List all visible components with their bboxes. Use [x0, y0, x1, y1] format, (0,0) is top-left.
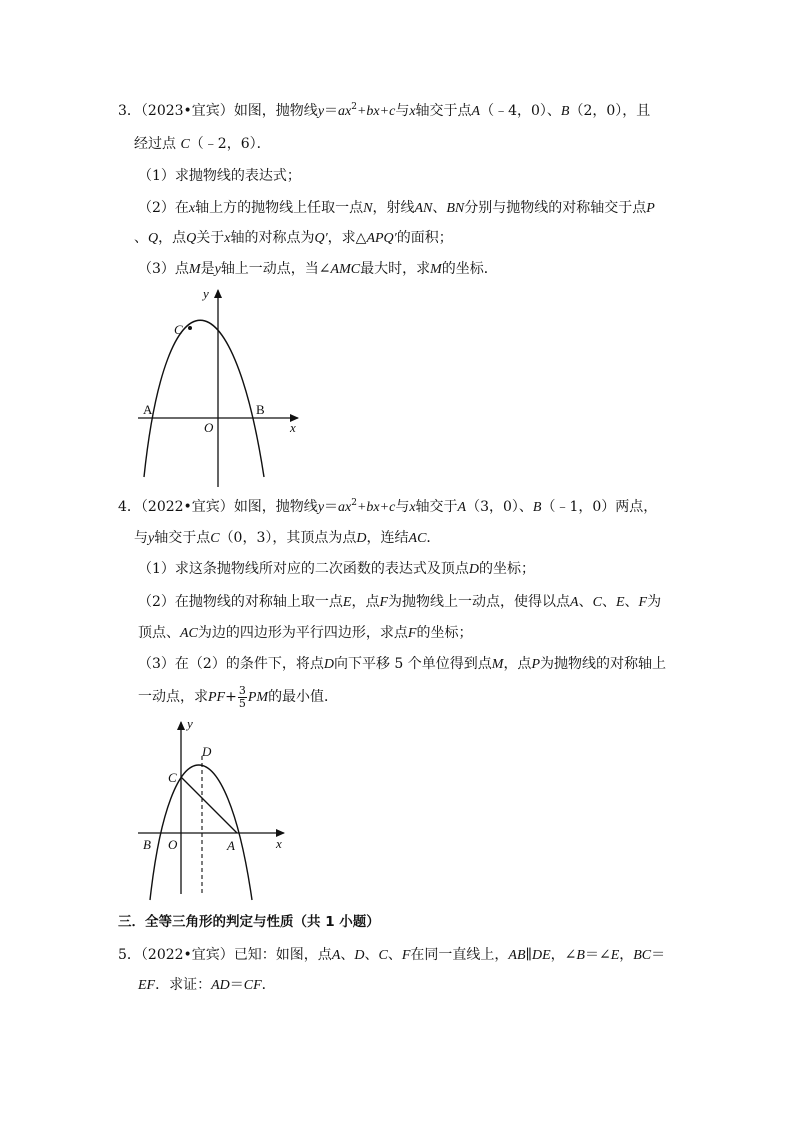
math-var: y	[148, 531, 155, 546]
segment-ac	[181, 777, 237, 833]
text: ＝	[324, 103, 339, 119]
fraction-denominator: 5	[238, 696, 246, 710]
text: 在同一直线上，	[410, 947, 509, 963]
text: 轴上一动点，当∠	[220, 261, 331, 277]
math-var: D	[354, 948, 365, 963]
text: 关于	[196, 230, 225, 246]
text: （2，0），且	[569, 103, 651, 119]
text: ．	[261, 977, 276, 993]
q3-part2-cont	[134, 228, 453, 249]
text: 的面积；	[396, 230, 453, 246]
math-var: EF	[138, 978, 156, 993]
text: （﹣1，0）两点，	[541, 499, 658, 515]
figure-parabola-2	[130, 714, 300, 904]
math-var: N	[363, 201, 373, 216]
math-var: C	[378, 948, 388, 963]
math-var: ax	[338, 500, 352, 515]
q3-source: （2023•宜宾）	[140, 103, 234, 119]
text: 经过点	[134, 136, 176, 152]
math-var: B	[532, 500, 542, 515]
fraction-numerator: 3	[238, 683, 246, 697]
math-var: ax	[338, 104, 352, 119]
math-var: E	[342, 595, 352, 610]
text: 、	[364, 947, 379, 963]
text: 分别与抛物线的对称轴交于点	[464, 200, 647, 216]
math-var: y	[317, 500, 325, 515]
text: ，点	[503, 656, 532, 672]
text: ∥	[525, 947, 532, 963]
parabola-curve	[144, 320, 264, 477]
math-var: D	[468, 562, 480, 577]
math-var: x	[188, 201, 196, 216]
math-var: D	[356, 531, 367, 546]
math-var: AB	[508, 948, 526, 963]
math-var: F	[401, 948, 411, 963]
q3-line1	[118, 101, 650, 122]
text: 的坐标；	[479, 561, 536, 577]
math-var: BC	[633, 948, 652, 963]
q5-number: 5．	[118, 947, 141, 963]
label-x: x	[276, 836, 282, 851]
math-var: A	[457, 500, 467, 515]
label-b: B	[143, 837, 151, 852]
text: 为抛物线的对称轴上	[540, 656, 666, 672]
math-exponent: 2	[351, 498, 357, 508]
q3-part3	[138, 259, 498, 280]
text: 顶点、	[138, 625, 180, 641]
math-var: AN	[414, 201, 433, 216]
text: 为边的四边形为平行四边形，求点	[197, 625, 408, 641]
math-var: x	[224, 231, 231, 246]
text: ＝	[651, 947, 666, 963]
q4-line1	[118, 497, 657, 518]
figure-parabola-1	[130, 280, 310, 490]
label-b: B	[256, 402, 265, 417]
text: 为	[647, 594, 662, 610]
text: 已知：如图，点	[233, 947, 332, 963]
q4-part2	[138, 592, 661, 613]
text: ，连结	[366, 530, 409, 546]
text: ＝∠	[584, 947, 611, 963]
text: ．求证：	[155, 977, 212, 993]
text: 的坐标．	[441, 261, 498, 277]
text: 轴交于	[415, 499, 458, 515]
text: ，∠	[550, 947, 577, 963]
math-var: E	[615, 595, 625, 610]
math-var: Q	[186, 231, 197, 246]
text: ＝	[229, 977, 244, 993]
math-var: x	[409, 500, 416, 515]
math-var: AD	[211, 978, 230, 993]
q3-part1: （1）求抛物线的表达式；	[138, 168, 301, 184]
q4-part2-cont	[138, 623, 472, 644]
q5-line2	[138, 975, 276, 996]
q4-part3-cont	[138, 682, 338, 713]
text: 、	[387, 947, 402, 963]
math-var: M	[491, 657, 504, 672]
math-var: Q	[148, 231, 159, 246]
q4-number: 4．	[118, 499, 141, 515]
math-var: +bx+c	[356, 104, 396, 119]
q4-source: （2022•宜宾）	[140, 499, 234, 515]
q4-part1	[138, 559, 535, 580]
math-var: +bx+c	[356, 500, 396, 515]
math-var: M	[188, 262, 201, 277]
math-var: y	[317, 104, 325, 119]
q4-line2	[134, 528, 440, 549]
label-origin: O	[204, 420, 214, 435]
label-y: y	[187, 716, 193, 731]
text: 的最小值．	[268, 689, 339, 705]
text: 、	[432, 200, 447, 216]
text: 与	[395, 499, 410, 515]
q5-line1	[118, 945, 665, 966]
math-var: AMC	[330, 262, 361, 277]
q5-source: （2022•宜宾）	[140, 947, 234, 963]
math-var: B	[576, 948, 585, 963]
text: 轴交于点	[154, 530, 211, 546]
text: ，求△	[327, 230, 367, 246]
text: （3）点	[138, 261, 189, 277]
math-var: BN	[446, 201, 465, 216]
label-a: A	[143, 402, 153, 417]
text: 、	[624, 594, 639, 610]
q3-number: 3．	[118, 103, 141, 119]
math-var: B	[560, 104, 570, 119]
math-var: A	[331, 948, 341, 963]
text: 、	[134, 230, 148, 246]
q4-part3	[138, 654, 666, 675]
math-var: APQ′	[366, 231, 397, 246]
math-var: A	[570, 595, 579, 610]
math-var: P	[646, 201, 655, 216]
text: 如图，抛物线	[233, 103, 318, 119]
text: （2）在抛物线的对称轴上取一点	[138, 594, 343, 610]
text: ，点	[351, 594, 380, 610]
text: ，射线	[372, 200, 415, 216]
math-var: AC	[180, 626, 198, 641]
text: 、	[578, 594, 593, 610]
text: （2）在	[138, 200, 189, 216]
math-var: F	[407, 626, 417, 641]
math-var: P	[531, 657, 540, 672]
label-origin: O	[168, 837, 178, 852]
math-var: A	[471, 104, 481, 119]
text: （3，0）、	[466, 499, 533, 515]
text: （1）求这条抛物线所对应的二次函数的表达式及顶点	[138, 561, 469, 577]
math-var: x	[409, 104, 416, 119]
math-var: y	[214, 262, 221, 277]
math-var: F	[638, 595, 648, 610]
math-var: E	[610, 948, 620, 963]
text: 与	[395, 103, 410, 119]
math-var: AC	[408, 531, 427, 546]
text: 与	[134, 530, 148, 546]
text: 如图，抛物线	[233, 499, 318, 515]
q3-part2	[138, 198, 655, 219]
q3-line2	[134, 134, 271, 155]
math-var: PF	[208, 690, 226, 705]
label-d: D	[202, 744, 212, 759]
math-var: M	[430, 262, 442, 277]
text: 轴交于点	[415, 103, 472, 119]
text: （﹣4，0）、	[480, 103, 561, 119]
math-var: F	[379, 595, 389, 610]
math-var: D	[323, 657, 334, 672]
text: 是	[200, 261, 215, 277]
label-x: x	[290, 420, 296, 435]
text: ＝	[324, 499, 339, 515]
text: 轴的对称点为	[230, 230, 315, 246]
text: 向下平移 5 个单位得到点	[333, 656, 492, 672]
math-var: C	[180, 137, 190, 152]
label-y: y	[203, 286, 209, 301]
label-c: C	[168, 770, 177, 785]
text: 、	[601, 594, 616, 610]
text: +	[225, 689, 237, 705]
math-var: C	[210, 531, 220, 546]
math-exponent: 2	[351, 102, 357, 112]
text: （3）在（2）的条件下，将点	[138, 656, 324, 672]
math-var: CF	[243, 978, 262, 993]
label-a: A	[227, 838, 235, 853]
text: 最大时，求	[360, 261, 431, 277]
text: 为抛物线上一动点，使得以点	[388, 594, 571, 610]
text: 一动点，求	[138, 689, 208, 705]
point-c-dot	[188, 326, 192, 330]
text: ．	[426, 530, 441, 546]
text: ，点	[158, 230, 187, 246]
section-heading: 三．全等三角形的判定与性质（共 1 小题）	[118, 914, 380, 930]
math-var: Q′	[314, 231, 328, 246]
math-var: DE	[531, 948, 551, 963]
label-c: C	[174, 322, 183, 337]
text: ，	[619, 947, 634, 963]
math-var: C	[592, 595, 602, 610]
text: 的坐标；	[416, 625, 473, 641]
text: （﹣2，6）．	[189, 136, 271, 152]
fraction-three-fifths	[238, 685, 247, 710]
text: （0，3），其顶点为点	[219, 530, 357, 546]
text: 轴上方的抛物线上任取一点	[195, 200, 364, 216]
text: 、	[340, 947, 355, 963]
math-var: PM	[247, 690, 269, 705]
